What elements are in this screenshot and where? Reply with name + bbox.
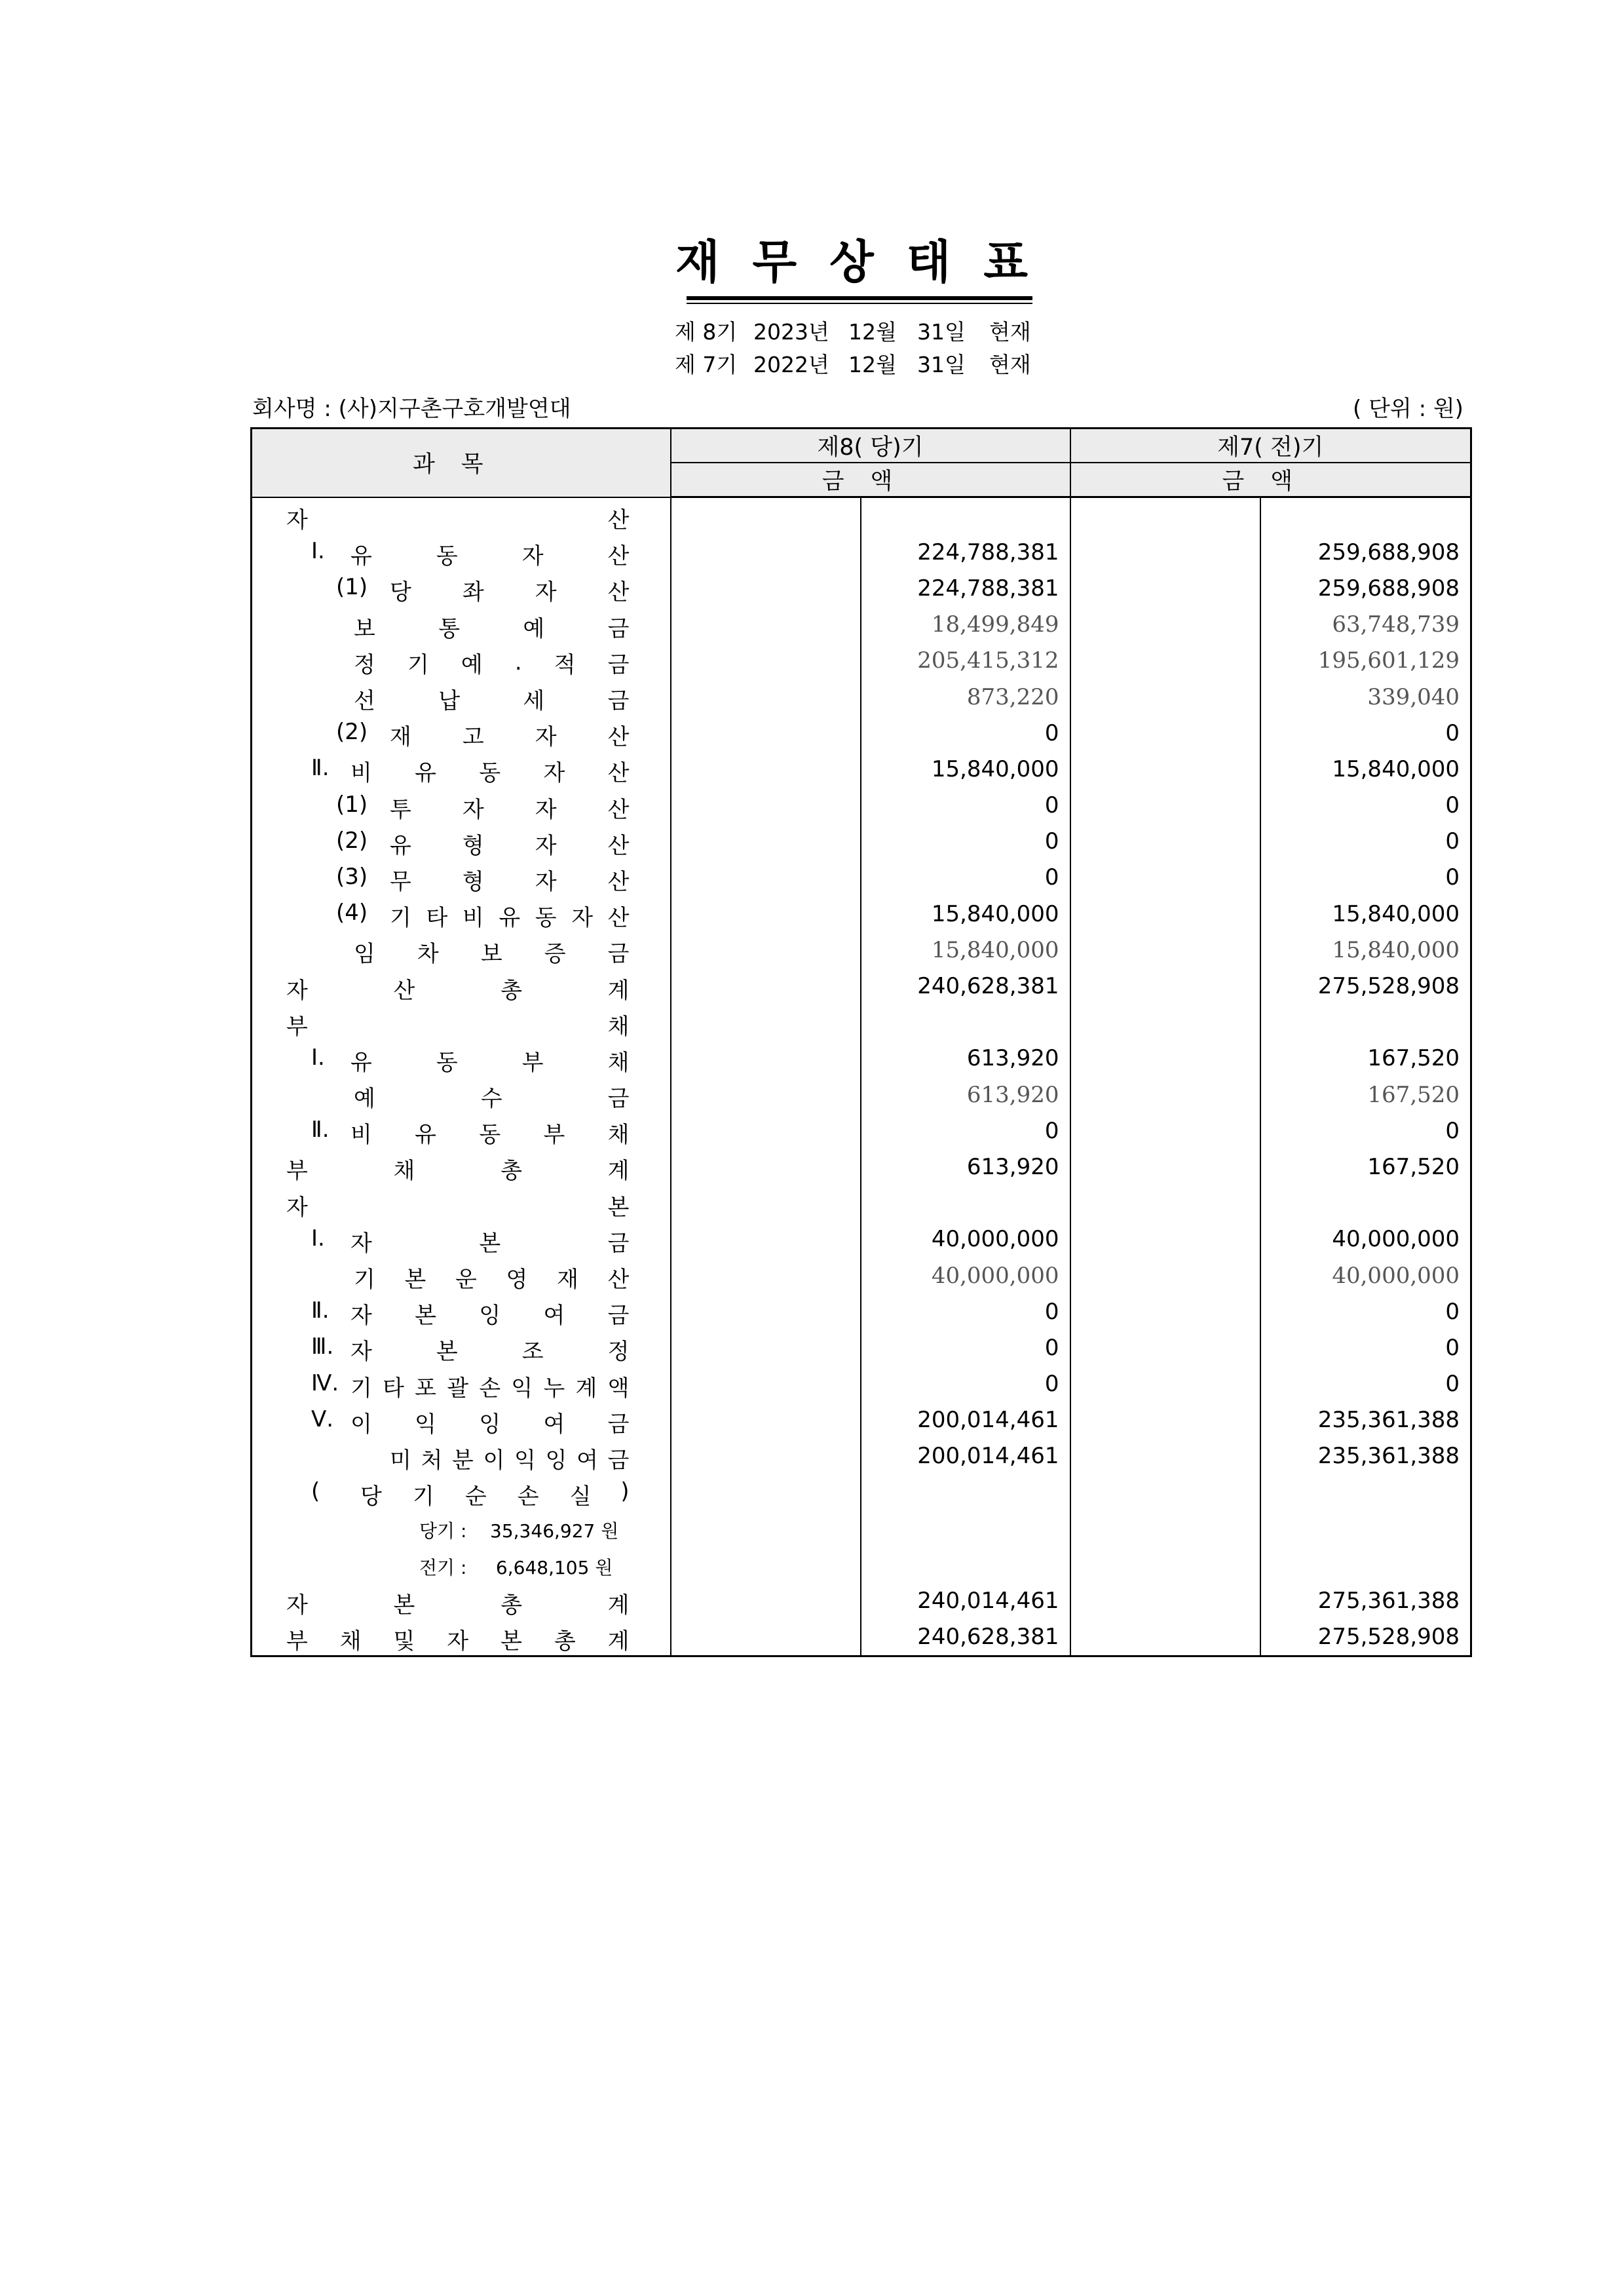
current-amount-cell: 0: [861, 788, 1070, 824]
current-amount-cell: 0: [861, 1330, 1070, 1366]
row-name: 보 통 예 금: [354, 615, 630, 642]
previous-amount-cell: [1260, 1474, 1471, 1510]
current-amount-cell: 0: [861, 1113, 1070, 1149]
current-left-cell: [671, 932, 861, 968]
current-amount-cell: 15,840,000: [861, 896, 1070, 932]
previous-amount-cell: 40,000,000: [1260, 1257, 1471, 1293]
table-row: [252, 534, 1471, 570]
current-left-cell: [671, 1474, 861, 1510]
current-amount-cell: [861, 1185, 1070, 1221]
row-name: 부 채 및 자 본 총 계: [286, 1628, 630, 1655]
previous-amount-cell: 235,361,388: [1260, 1438, 1471, 1474]
table-row: [252, 788, 1471, 824]
current-amount-cell: 224,788,381: [861, 570, 1070, 606]
current-left-cell: [671, 1438, 861, 1474]
current-left-cell: [671, 607, 861, 643]
header-previous-amount: 금액: [1070, 463, 1471, 497]
row-name: 자 본 조 정: [350, 1339, 630, 1366]
row-name: 기 타 비 유 동 자 산: [390, 905, 630, 932]
current-amount-cell: 613,920: [861, 1149, 1070, 1185]
current-amount-cell: 613,920: [861, 1077, 1070, 1113]
previous-amount-cell: 0: [1260, 788, 1471, 824]
period-line-current: [675, 316, 1031, 349]
table-row: [252, 1041, 1471, 1077]
previous-amount-cell: 167,520: [1260, 1041, 1471, 1077]
table-row: [252, 643, 1471, 679]
previous-amount-cell: [1260, 497, 1471, 535]
table-row: [252, 1583, 1471, 1619]
row-subject: [252, 1113, 671, 1149]
current-left-cell: [671, 1077, 861, 1113]
row-subject: [252, 1546, 671, 1582]
previous-left-cell: [1070, 1113, 1260, 1149]
period-day: 31일: [917, 352, 966, 377]
header-current-period: 제8( 당)기: [671, 429, 1070, 463]
previous-left-cell: [1070, 1221, 1260, 1257]
row-name: 이 익 잉 여 금: [350, 1411, 630, 1438]
current-amount-cell: [861, 1004, 1070, 1041]
row-subject: [252, 497, 671, 535]
period-month: 12월: [848, 352, 897, 377]
previous-left-cell: [1070, 1185, 1260, 1221]
current-amount-cell: 40,000,000: [861, 1221, 1070, 1257]
previous-left-cell: [1070, 1510, 1260, 1546]
current-amount-cell: 205,415,312: [861, 643, 1070, 679]
table-row: [252, 570, 1471, 606]
row-prefix: (2): [336, 719, 368, 746]
row-name: 비 유 동 부 채: [350, 1122, 630, 1149]
net-loss-memo: 전기 : 6,648,105 원: [419, 1556, 613, 1578]
current-left-cell: [671, 570, 861, 606]
previous-left-cell: [1070, 715, 1260, 751]
current-amount-cell: 224,788,381: [861, 534, 1070, 570]
current-amount-cell: 15,840,000: [861, 751, 1070, 787]
previous-left-cell: [1070, 1402, 1260, 1438]
previous-amount-cell: 275,361,388: [1260, 1583, 1471, 1619]
row-subject: [252, 788, 671, 824]
current-amount-cell: 873,220: [861, 679, 1070, 715]
current-amount-cell: 200,014,461: [861, 1402, 1070, 1438]
previous-amount-cell: 275,528,908: [1260, 968, 1471, 1004]
row-prefix: Ⅰ.: [311, 538, 325, 565]
previous-left-cell: [1070, 824, 1260, 860]
row-subject: [252, 1185, 671, 1221]
current-left-cell: [671, 1510, 861, 1546]
row-suffix: ): [620, 1478, 630, 1505]
document-title-block: [655, 233, 1061, 292]
row-prefix: (4): [336, 900, 368, 927]
previous-amount-cell: [1260, 1185, 1471, 1221]
current-left-cell: [671, 1257, 861, 1293]
row-subject: [252, 1221, 671, 1257]
table-row: [252, 715, 1471, 751]
previous-amount-cell: 63,748,739: [1260, 607, 1471, 643]
row-prefix: Ⅱ.: [311, 1117, 330, 1143]
row-name: 자 본: [286, 1194, 630, 1221]
current-amount-cell: [861, 1474, 1070, 1510]
previous-left-cell: [1070, 1583, 1260, 1619]
previous-amount-cell: 0: [1260, 1293, 1471, 1330]
row-subject: [252, 968, 671, 1004]
title-underline-thick: [687, 296, 1032, 300]
current-amount-cell: 0: [861, 1293, 1070, 1330]
previous-left-cell: [1070, 497, 1260, 535]
table-row: [252, 1510, 1471, 1546]
balance-sheet-table: [250, 427, 1472, 1657]
period-suffix: 현재: [989, 319, 1031, 345]
table-row: [252, 1185, 1471, 1221]
previous-left-cell: [1070, 1257, 1260, 1293]
current-left-cell: [671, 1185, 861, 1221]
row-subject: [252, 1474, 671, 1510]
row-prefix: (2): [336, 827, 368, 854]
unit-label: ( 단위 : 원): [1353, 396, 1463, 422]
current-left-cell: [671, 497, 861, 535]
previous-left-cell: [1070, 679, 1260, 715]
table-row: [252, 896, 1471, 932]
company-name: 회사명 : (사)지구촌구호개발연대: [252, 396, 571, 422]
row-name: 미 처 분 이 익 잉 여 금: [390, 1447, 630, 1474]
previous-amount-cell: 0: [1260, 1366, 1471, 1402]
previous-amount-cell: 259,688,908: [1260, 534, 1471, 570]
row-subject: [252, 1257, 671, 1293]
table-body: [252, 497, 1471, 1656]
table-row: [252, 1077, 1471, 1113]
table-row: [252, 497, 1471, 535]
previous-left-cell: [1070, 1293, 1260, 1330]
row-subject: [252, 1004, 671, 1041]
row-name: 투 자 자 산: [390, 796, 630, 823]
current-amount-cell: 0: [861, 1366, 1070, 1402]
row-subject: [252, 643, 671, 679]
row-name: 당 좌 자 산: [390, 579, 630, 606]
row-prefix: Ⅲ.: [311, 1333, 334, 1360]
previous-left-cell: [1070, 896, 1260, 932]
previous-left-cell: [1070, 1041, 1260, 1077]
row-name: 예 수 금: [354, 1086, 630, 1113]
table-row: [252, 824, 1471, 860]
table-row: [252, 968, 1471, 1004]
period-month: 12월: [848, 319, 897, 345]
current-left-cell: [671, 1619, 861, 1656]
table-row: [252, 1438, 1471, 1474]
table-row: [252, 679, 1471, 715]
row-name: 부 채 총 계: [286, 1158, 630, 1185]
previous-amount-cell: 339,040: [1260, 679, 1471, 715]
current-amount-cell: 0: [861, 860, 1070, 896]
current-amount-cell: 40,000,000: [861, 1257, 1070, 1293]
period-year: 2022년: [753, 352, 829, 377]
period-line-previous: [675, 349, 1031, 381]
table-row: [252, 1221, 1471, 1257]
current-amount-cell: 240,628,381: [861, 968, 1070, 1004]
row-name: 부 채: [286, 1013, 630, 1040]
period-year: 2023년: [753, 319, 829, 345]
row-subject: [252, 1510, 671, 1546]
previous-left-cell: [1070, 643, 1260, 679]
row-name: 선 납 세 금: [354, 688, 630, 715]
row-prefix: (1): [336, 791, 368, 818]
table-row: [252, 1004, 1471, 1041]
current-left-cell: [671, 679, 861, 715]
row-name: 유 동 부 채: [350, 1049, 630, 1076]
current-left-cell: [671, 1330, 861, 1366]
row-name: 재 고 자 산: [390, 724, 630, 751]
row-subject: [252, 1619, 671, 1656]
current-amount-cell: [861, 1546, 1070, 1582]
previous-left-cell: [1070, 751, 1260, 787]
row-subject: [252, 1366, 671, 1402]
previous-amount-cell: 167,520: [1260, 1149, 1471, 1185]
current-amount-cell: 0: [861, 715, 1070, 751]
previous-left-cell: [1070, 1077, 1260, 1113]
row-subject: [252, 1149, 671, 1185]
row-name: 비 유 동 자 산: [350, 760, 630, 787]
current-left-cell: [671, 1546, 861, 1582]
previous-amount-cell: 259,688,908: [1260, 570, 1471, 606]
table-row: [252, 1366, 1471, 1402]
current-amount-cell: [861, 497, 1070, 535]
row-name: 자 산: [286, 507, 630, 533]
table-row: [252, 860, 1471, 896]
current-amount-cell: 18,499,849: [861, 607, 1070, 643]
previous-amount-cell: [1260, 1004, 1471, 1041]
current-left-cell: [671, 534, 861, 570]
net-loss-memo: 당기 : 35,346,927 원: [419, 1520, 619, 1542]
row-name: 무 형 자 산: [390, 868, 630, 895]
current-amount-cell: 240,014,461: [861, 1583, 1070, 1619]
row-subject: [252, 534, 671, 570]
previous-amount-cell: 235,361,388: [1260, 1402, 1471, 1438]
row-subject: [252, 824, 671, 860]
row-name: 임 차 보 증 금: [354, 941, 630, 968]
current-left-cell: [671, 824, 861, 860]
current-left-cell: [671, 1221, 861, 1257]
row-name: 자 본 잉 여 금: [350, 1303, 630, 1330]
row-prefix: (: [311, 1478, 320, 1505]
current-left-cell: [671, 1004, 861, 1041]
table-row: [252, 1402, 1471, 1438]
row-prefix: (1): [336, 574, 368, 601]
current-left-cell: [671, 715, 861, 751]
table-row: [252, 1293, 1471, 1330]
table-row: [252, 932, 1471, 968]
row-prefix: Ⅱ.: [311, 755, 330, 782]
previous-amount-cell: 0: [1260, 1330, 1471, 1366]
current-amount-cell: 240,628,381: [861, 1619, 1070, 1656]
previous-amount-cell: 0: [1260, 715, 1471, 751]
current-left-cell: [671, 643, 861, 679]
row-name: 당 기 순 손 실: [360, 1483, 592, 1510]
current-left-cell: [671, 1149, 861, 1185]
previous-left-cell: [1070, 607, 1260, 643]
period-day: 31일: [917, 319, 966, 345]
previous-left-cell: [1070, 1149, 1260, 1185]
previous-amount-cell: [1260, 1510, 1471, 1546]
current-left-cell: [671, 751, 861, 787]
previous-left-cell: [1070, 570, 1260, 606]
current-amount-cell: 0: [861, 824, 1070, 860]
row-subject: [252, 1077, 671, 1113]
header-subject: 과목: [252, 429, 671, 497]
row-subject: [252, 1438, 671, 1474]
row-prefix: Ⅱ.: [311, 1297, 330, 1324]
previous-amount-cell: 195,601,129: [1260, 643, 1471, 679]
table-row: [252, 1149, 1471, 1185]
current-amount-cell: 200,014,461: [861, 1438, 1070, 1474]
previous-amount-cell: 167,520: [1260, 1077, 1471, 1113]
row-subject: [252, 1330, 671, 1366]
previous-amount-cell: 15,840,000: [1260, 932, 1471, 968]
header-current-amount: 금액: [671, 463, 1070, 497]
current-left-cell: [671, 1366, 861, 1402]
current-left-cell: [671, 1293, 861, 1330]
previous-amount-cell: 15,840,000: [1260, 751, 1471, 787]
period-suffix: 현재: [989, 352, 1031, 377]
row-subject: [252, 570, 671, 606]
row-name: 기 타 포 괄 손 익 누 계 액: [350, 1375, 630, 1402]
previous-amount-cell: 0: [1260, 824, 1471, 860]
row-prefix: Ⅰ.: [311, 1225, 325, 1252]
current-left-cell: [671, 1583, 861, 1619]
previous-left-cell: [1070, 1330, 1260, 1366]
row-prefix: Ⅳ.: [311, 1369, 339, 1396]
current-left-cell: [671, 788, 861, 824]
previous-amount-cell: 40,000,000: [1260, 1221, 1471, 1257]
row-name: 유 동 자 산: [350, 543, 630, 570]
current-left-cell: [671, 860, 861, 896]
previous-left-cell: [1070, 1619, 1260, 1656]
row-prefix: Ⅰ.: [311, 1044, 325, 1071]
row-subject: [252, 1041, 671, 1077]
table-row: [252, 607, 1471, 643]
document-title: 재무상태표: [675, 235, 1061, 289]
current-amount-cell: [861, 1510, 1070, 1546]
period-label: 제 7기: [675, 352, 738, 377]
current-left-cell: [671, 968, 861, 1004]
current-left-cell: [671, 896, 861, 932]
previous-left-cell: [1070, 1546, 1260, 1582]
current-amount-cell: 15,840,000: [861, 932, 1070, 968]
table-row: [252, 1257, 1471, 1293]
previous-left-cell: [1070, 1438, 1260, 1474]
table-row: [252, 1619, 1471, 1656]
row-name: 자 본 금: [350, 1230, 630, 1257]
row-name: 기 본 운 영 재 산: [354, 1267, 630, 1293]
row-subject: [252, 860, 671, 896]
previous-left-cell: [1070, 534, 1260, 570]
row-subject: [252, 715, 671, 751]
current-amount-cell: 613,920: [861, 1041, 1070, 1077]
row-name: 유 형 자 산: [390, 832, 630, 859]
table-row: [252, 751, 1471, 787]
table-row: [252, 1474, 1471, 1510]
table-row: [252, 1546, 1471, 1582]
table-row: [252, 1113, 1471, 1149]
previous-amount-cell: 275,528,908: [1260, 1619, 1471, 1656]
period-label: 제 8기: [675, 319, 738, 345]
previous-left-cell: [1070, 1004, 1260, 1041]
row-subject: [252, 1402, 671, 1438]
header-previous-period: 제7( 전)기: [1070, 429, 1471, 463]
previous-left-cell: [1070, 788, 1260, 824]
row-name: 정 기 예 . 적 금: [354, 649, 630, 678]
previous-left-cell: [1070, 1366, 1260, 1402]
row-subject: [252, 1293, 671, 1330]
row-name: 자 본 총 계: [286, 1592, 630, 1618]
row-subject: [252, 751, 671, 787]
table-row: [252, 1330, 1471, 1366]
previous-amount-cell: 15,840,000: [1260, 896, 1471, 932]
row-prefix: Ⅴ.: [311, 1406, 334, 1432]
previous-amount-cell: 0: [1260, 1113, 1471, 1149]
previous-left-cell: [1070, 932, 1260, 968]
previous-amount-cell: [1260, 1546, 1471, 1582]
row-prefix: (3): [336, 863, 368, 890]
row-name: 자 산 총 계: [286, 977, 630, 1004]
previous-left-cell: [1070, 860, 1260, 896]
current-left-cell: [671, 1113, 861, 1149]
row-subject: [252, 1583, 671, 1619]
row-subject: [252, 607, 671, 643]
period-lines: [675, 316, 1031, 381]
previous-left-cell: [1070, 968, 1260, 1004]
previous-left-cell: [1070, 1474, 1260, 1510]
row-subject: [252, 932, 671, 968]
row-subject: [252, 679, 671, 715]
title-underline-thin: [687, 303, 1032, 304]
current-left-cell: [671, 1041, 861, 1077]
current-left-cell: [671, 1402, 861, 1438]
row-subject: [252, 896, 671, 932]
previous-amount-cell: 0: [1260, 860, 1471, 896]
